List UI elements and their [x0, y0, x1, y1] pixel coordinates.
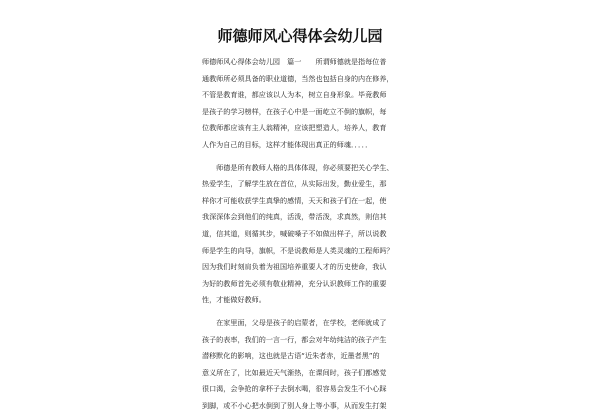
text-line: 意义所在了，比如最近天气渐热，在课间时，孩子们都感觉 [202, 367, 387, 377]
text-line: 孩子的表率，我们的一言一行，都会对年幼纯洁的孩子产生 [202, 334, 387, 344]
text-line: 潜移默化的影响，这也就是古语“近朱者赤，近墨者黑”的 [202, 351, 380, 361]
text-line: 在家里面，父母是孩子的启蒙者，在学校，老师就成了 [202, 317, 387, 327]
text-line: 样你才可能收获学生真挚的感情，天天和孩子们在一起，使 [202, 195, 387, 205]
text-line: 位教师都应该有主人翁精神，应该把塑造人，培养人，教育 [202, 123, 387, 133]
text-line: 是孩子的学习榜样，在孩子心中是一面屹立不倒的旗帜，每 [202, 106, 387, 116]
text-line: 我深深体会到他们的纯真，活泼，带活泼，求真然，则信其 [202, 212, 387, 222]
text-line: 不管是教育谁，都应该以人为本，树立自身形象。毕竟教师 [202, 90, 387, 100]
text-line: 很口渴，会争抢的拿杯子去倒水喝，很容易会发生不小心踩 [202, 384, 387, 394]
text-line: 因为我们时刻肩负着为祖国培养重要人才的历史使命，我认 [202, 262, 387, 272]
paragraph-3 [202, 315, 406, 414]
text-line: 为好的教师首先必须有敬业精神，充分认识教师工作的重要 [202, 278, 387, 288]
document-body [202, 54, 406, 414]
text-line: 师是学生的向导，旗帜，不是说教师是人类灵魂的工程师吗？ [202, 245, 394, 255]
text-line: 师德是所有教师人格的具体体现，你必须要把关心学生、 [202, 162, 394, 172]
text-line: 师德师风心得体会幼儿园 篇一 所谓师德就是指每位普 [202, 57, 387, 66]
paragraph-2 [202, 160, 406, 309]
text-line: 通教师所必须具备的职业道德，当然也包括自身的内在修养， [202, 73, 394, 83]
text-line: 热爱学生，了解学生放在首位，从实际出发，勤业爱生，那 [202, 179, 387, 189]
paragraph-1 [202, 54, 406, 154]
text-line: 到脚，或不小心把水倒到了别人身上等小事，从而发生打架 [202, 400, 387, 410]
page-title: 师德师风心得体会幼儿园 [217, 27, 383, 45]
text-line: 道，信其道，则循其步，喊破嗓子不如做出样子，所以说教 [202, 228, 387, 238]
text-line: 性，才能做好教师。 [202, 295, 266, 305]
text-line: 人作为自己的目标，这样才能体现出真正的师魂．．．．． [202, 139, 373, 149]
